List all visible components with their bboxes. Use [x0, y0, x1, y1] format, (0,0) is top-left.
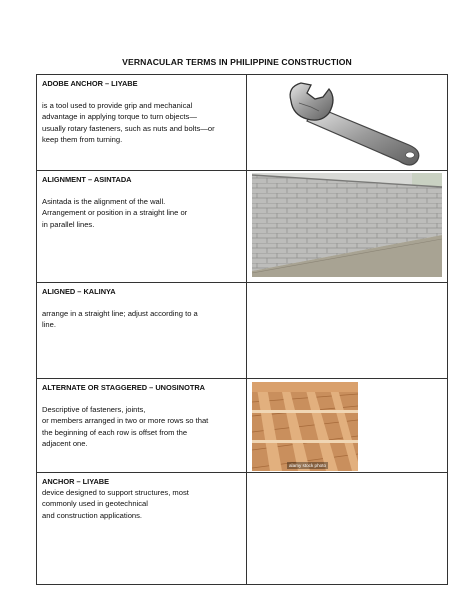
term-heading: ALIGNED – KALINYA	[42, 287, 116, 296]
term-heading: ADOBE ANCHOR – LIYABE	[42, 79, 138, 88]
term-definition: Asintada is the alignment of the wall. Arrangement or position in a straight line or in parallel lines.	[42, 197, 188, 229]
image-cell	[247, 473, 448, 585]
image-cell	[247, 75, 448, 171]
term-definition: is a tool used to provide grip and mechanical advantage in applying torque to turn objects— usually rotary fasteners, such as nuts and bolts—or keep them from turning.	[42, 101, 215, 144]
term-cell	[37, 171, 247, 283]
page-title: VERNACULAR TERMS IN PHILIPPINE CONSTRUCTION	[122, 57, 352, 67]
term-cell	[37, 473, 247, 585]
term-cell	[37, 283, 247, 379]
term-definition: arrange in a straight line; adjust according to a line.	[42, 309, 198, 330]
table-row	[37, 379, 448, 473]
table-row	[37, 283, 448, 379]
term-heading: ALTERNATE OR STAGGERED – UNOSINOTRA	[42, 383, 206, 392]
block-wall-image	[252, 173, 442, 277]
term-cell	[37, 379, 247, 473]
image-cell	[247, 171, 448, 283]
term-heading: ALIGNMENT – ASINTADA	[42, 175, 132, 184]
table-row	[37, 473, 448, 585]
term-definition: Descriptive of fasteners, joints, or members arranged in two or more rows so that the beginning of each row is offset from the adjacent one.	[42, 405, 209, 448]
table-row	[37, 75, 448, 171]
term-definition: device designed to support structures, most commonly used in geotechnical and construction applications.	[42, 488, 189, 520]
lumber-joists-image	[252, 382, 358, 471]
image-cell	[247, 283, 448, 379]
wrench-image	[277, 79, 427, 169]
image-cell	[247, 379, 448, 473]
table-row	[37, 171, 448, 283]
term-cell	[37, 75, 247, 171]
term-heading: ANCHOR – LIYABE	[42, 477, 110, 486]
stock-photo-caption: alamy stock photo	[289, 463, 327, 468]
terms-table	[36, 74, 448, 585]
